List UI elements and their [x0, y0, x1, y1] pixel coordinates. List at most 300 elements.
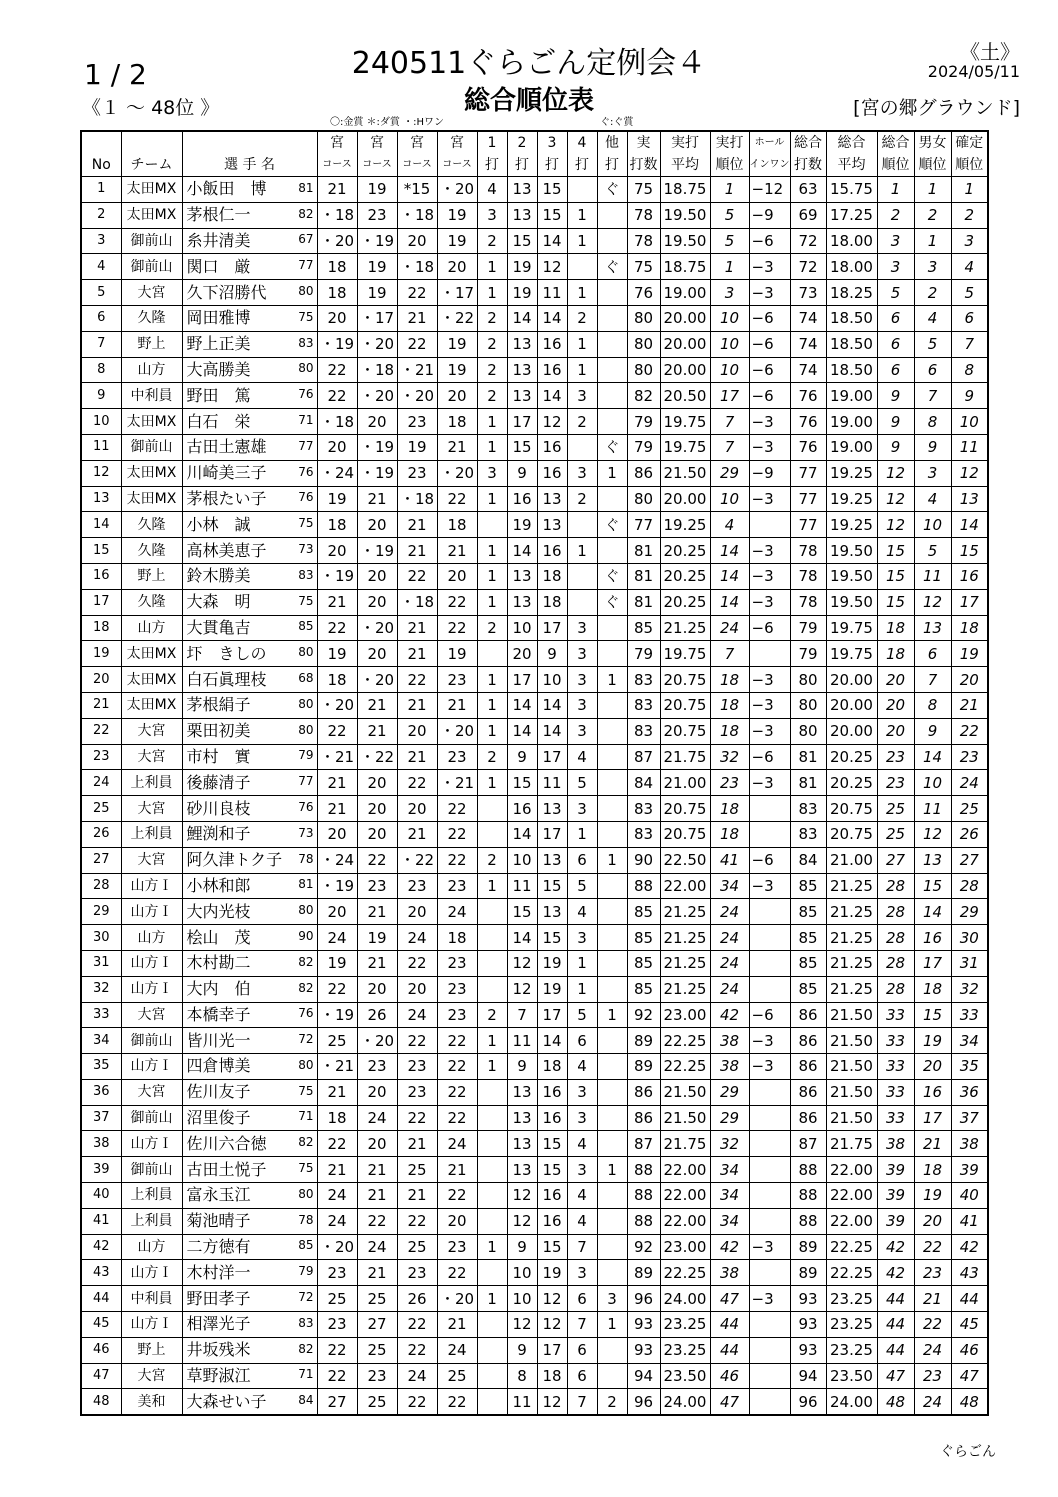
other-stroke-count: [597, 331, 627, 357]
actual-strokes: 96: [627, 1389, 660, 1415]
column-header: 順位: [914, 154, 951, 177]
final-rank: 23: [951, 744, 988, 770]
table-row: [81, 744, 988, 770]
course-1-score: 21: [317, 770, 357, 796]
player-name: 高林美恵子: [186, 540, 267, 560]
actual-average: 21.00: [660, 770, 710, 796]
one-stroke-count: [477, 512, 507, 538]
course-4-score: 22: [437, 1105, 477, 1131]
table-row: [81, 1105, 988, 1131]
total-strokes: 93: [790, 1337, 826, 1363]
player-age: 82: [298, 1341, 314, 1356]
actual-rank: 38: [710, 1028, 749, 1054]
course-2-score: 24: [357, 1105, 397, 1131]
actual-strokes: 79: [627, 434, 660, 460]
one-stroke-count: [477, 796, 507, 822]
table-row: [81, 1312, 988, 1338]
final-rank: 48: [951, 1389, 988, 1415]
actual-average: 22.25: [660, 1260, 710, 1286]
total-rank: 25: [877, 821, 914, 847]
actual-rank: 29: [710, 460, 749, 486]
four-stroke-count: 5: [567, 770, 597, 796]
course-1-score: ・19: [317, 331, 357, 357]
player-cell: [182, 254, 317, 280]
actual-average: 22.25: [660, 1028, 710, 1054]
column-header: チーム: [121, 154, 182, 177]
total-strokes: 86: [790, 1054, 826, 1080]
total-rank: 15: [877, 589, 914, 615]
one-stroke-count: 1: [477, 1054, 507, 1080]
gender-rank: 4: [914, 486, 951, 512]
course-4-score: 22: [437, 615, 477, 641]
gender-rank: 7: [914, 667, 951, 693]
rank-no: 22: [81, 718, 121, 744]
one-stroke-count: 1: [477, 667, 507, 693]
four-stroke-count: [567, 589, 597, 615]
table-row: [81, 486, 988, 512]
four-stroke-count: 6: [567, 1286, 597, 1312]
player-age: 81: [298, 180, 314, 195]
course-2-score: 20: [357, 589, 397, 615]
actual-average: 20.75: [660, 718, 710, 744]
player-name: 小飯田 博: [186, 179, 267, 199]
total-average: 19.50: [826, 538, 877, 564]
hole-in-one-bonus: [749, 796, 790, 822]
course-4-score: 22: [437, 486, 477, 512]
other-stroke-count: ぐ: [597, 434, 627, 460]
three-stroke-count: 18: [537, 1363, 567, 1389]
player-cell: [182, 357, 317, 383]
course-1-score: ・24: [317, 847, 357, 873]
four-stroke-count: 1: [567, 538, 597, 564]
one-stroke-count: 3: [477, 202, 507, 228]
other-stroke-count: [597, 692, 627, 718]
gender-rank: 7: [914, 383, 951, 409]
actual-rank: 10: [710, 357, 749, 383]
rank-no: 45: [81, 1312, 121, 1338]
team-name: 御前山: [121, 1157, 182, 1183]
team-name: 山方Ｉ: [121, 950, 182, 976]
rank-no: 7: [81, 331, 121, 357]
player-age: 80: [298, 283, 314, 298]
player-cell: [182, 589, 317, 615]
course-3-score: 21: [397, 744, 437, 770]
rank-no: 6: [81, 305, 121, 331]
three-stroke-count: 16: [537, 460, 567, 486]
course-3-score: 22: [397, 667, 437, 693]
player-cell: [182, 1028, 317, 1054]
column-header: 平均: [826, 154, 877, 177]
course-1-score: 27: [317, 1389, 357, 1415]
player-cell: [182, 331, 317, 357]
other-stroke-count: 1: [597, 667, 627, 693]
column-header: 打: [537, 154, 567, 177]
gender-rank: 9: [914, 718, 951, 744]
course-4-score: 22: [437, 1079, 477, 1105]
actual-strokes: 87: [627, 1131, 660, 1157]
player-name: 富永玉江: [186, 1185, 251, 1205]
total-strokes: 88: [790, 1208, 826, 1234]
three-stroke-count: 17: [537, 744, 567, 770]
actual-rank: 17: [710, 383, 749, 409]
player-name: 佐川友子: [186, 1082, 251, 1102]
gender-rank: 11: [914, 796, 951, 822]
team-name: 大宮: [121, 280, 182, 306]
player-cell: [182, 899, 317, 925]
final-rank: 2: [951, 202, 988, 228]
player-name: 後藤清子: [186, 772, 251, 792]
player-age: 82: [298, 980, 314, 995]
course-1-score: 21: [317, 177, 357, 203]
total-strokes: 77: [790, 512, 826, 538]
hole-in-one-bonus: [749, 925, 790, 951]
course-2-score: ・20: [357, 383, 397, 409]
rank-no: 29: [81, 899, 121, 925]
three-stroke-count: 13: [537, 847, 567, 873]
course-4-score: 20: [437, 563, 477, 589]
player-age: 83: [298, 567, 314, 582]
other-stroke-count: [597, 357, 627, 383]
player-age: 84: [298, 1393, 314, 1408]
total-strokes: 77: [790, 486, 826, 512]
actual-rank: 29: [710, 1079, 749, 1105]
column-header: コース: [397, 154, 437, 177]
three-stroke-count: 15: [537, 177, 567, 203]
course-4-score: 21: [437, 538, 477, 564]
course-3-score: 20: [397, 228, 437, 254]
final-rank: 19: [951, 641, 988, 667]
four-stroke-count: 5: [567, 873, 597, 899]
hole-in-one-bonus: −6: [749, 615, 790, 641]
actual-rank: 34: [710, 1183, 749, 1209]
one-stroke-count: [477, 1337, 507, 1363]
rank-no: 11: [81, 434, 121, 460]
actual-average: 21.75: [660, 1131, 710, 1157]
other-stroke-count: ぐ: [597, 512, 627, 538]
total-rank: 33: [877, 1028, 914, 1054]
hole-in-one-bonus: [749, 641, 790, 667]
table-row: [81, 1286, 988, 1312]
one-stroke-count: [477, 641, 507, 667]
gender-rank: 6: [914, 357, 951, 383]
course-4-score: 22: [437, 589, 477, 615]
player-age: 77: [298, 438, 314, 453]
course-2-score: 23: [357, 202, 397, 228]
course-2-score: ・19: [357, 434, 397, 460]
hole-in-one-bonus: −3: [749, 692, 790, 718]
player-cell: [182, 615, 317, 641]
actual-average: 22.00: [660, 1208, 710, 1234]
hole-in-one-bonus: −3: [749, 718, 790, 744]
player-name: 茅根仁一: [186, 205, 251, 225]
total-rank: 47: [877, 1363, 914, 1389]
other-stroke-count: [597, 796, 627, 822]
hole-in-one-bonus: [749, 1079, 790, 1105]
player-age: 76: [298, 799, 314, 814]
table-row: [81, 280, 988, 306]
actual-strokes: 79: [627, 641, 660, 667]
total-rank: 12: [877, 486, 914, 512]
four-stroke-count: 6: [567, 1337, 597, 1363]
one-stroke-count: [477, 1208, 507, 1234]
three-stroke-count: 14: [537, 1028, 567, 1054]
player-cell: [182, 280, 317, 306]
course-1-score: ・20: [317, 692, 357, 718]
actual-average: 21.50: [660, 460, 710, 486]
rank-no: 46: [81, 1337, 121, 1363]
team-name: 山方: [121, 357, 182, 383]
player-age: 80: [298, 1057, 314, 1072]
course-4-score: 24: [437, 1337, 477, 1363]
actual-average: 19.50: [660, 202, 710, 228]
table-row: [81, 873, 988, 899]
course-4-score: 18: [437, 409, 477, 435]
four-stroke-count: 5: [567, 1002, 597, 1028]
final-rank: 15: [951, 538, 988, 564]
course-1-score: 20: [317, 821, 357, 847]
ranking-table: [80, 130, 989, 1416]
course-1-score: 23: [317, 1312, 357, 1338]
three-stroke-count: 17: [537, 1337, 567, 1363]
gender-rank: 21: [914, 1286, 951, 1312]
total-rank: 28: [877, 873, 914, 899]
total-average: 21.50: [826, 1079, 877, 1105]
three-stroke-count: 16: [537, 1183, 567, 1209]
table-row: [81, 1208, 988, 1234]
actual-strokes: 83: [627, 667, 660, 693]
two-stroke-count: 10: [507, 1286, 537, 1312]
column-header: 宮: [397, 131, 437, 154]
two-stroke-count: 14: [507, 305, 537, 331]
four-stroke-count: 6: [567, 847, 597, 873]
table-row: [81, 847, 988, 873]
final-rank: 40: [951, 1183, 988, 1209]
team-name: 山方Ｉ: [121, 899, 182, 925]
player-cell: [182, 692, 317, 718]
gender-rank: 16: [914, 1079, 951, 1105]
actual-average: 20.75: [660, 821, 710, 847]
two-stroke-count: 15: [507, 434, 537, 460]
actual-rank: 42: [710, 1002, 749, 1028]
two-stroke-count: 13: [507, 563, 537, 589]
three-stroke-count: 14: [537, 692, 567, 718]
player-name: 古田土悦子: [186, 1159, 267, 1179]
rank-no: 2: [81, 202, 121, 228]
actual-strokes: 94: [627, 1363, 660, 1389]
total-strokes: 76: [790, 434, 826, 460]
table-row: [81, 409, 988, 435]
total-average: 20.25: [826, 770, 877, 796]
actual-strokes: 81: [627, 538, 660, 564]
table-row: [81, 1131, 988, 1157]
other-stroke-count: [597, 744, 627, 770]
course-1-score: ・19: [317, 1002, 357, 1028]
course-4-score: 19: [437, 331, 477, 357]
one-stroke-count: 1: [477, 538, 507, 564]
prize-legend-gu: ぐ:ぐ賞: [600, 117, 634, 128]
four-stroke-count: 3: [567, 383, 597, 409]
footer-signature: ぐらごん: [940, 1444, 996, 1460]
actual-average: 22.00: [660, 1183, 710, 1209]
actual-average: 21.25: [660, 899, 710, 925]
course-3-score: 21: [397, 1131, 437, 1157]
header-row-2: [81, 154, 988, 177]
four-stroke-count: [567, 563, 597, 589]
total-rank: 33: [877, 1105, 914, 1131]
team-name: 上利員: [121, 1208, 182, 1234]
player-age: 72: [298, 1290, 314, 1305]
one-stroke-count: 1: [477, 486, 507, 512]
course-3-score: ・22: [397, 847, 437, 873]
total-strokes: 76: [790, 409, 826, 435]
actual-rank: 42: [710, 1234, 749, 1260]
total-rank: 28: [877, 925, 914, 951]
total-strokes: 78: [790, 589, 826, 615]
final-rank: 9: [951, 383, 988, 409]
total-strokes: 69: [790, 202, 826, 228]
other-stroke-count: [597, 383, 627, 409]
final-rank: 4: [951, 254, 988, 280]
one-stroke-count: 2: [477, 615, 507, 641]
three-stroke-count: 12: [537, 1286, 567, 1312]
hole-in-one-bonus: −6: [749, 305, 790, 331]
total-strokes: 72: [790, 228, 826, 254]
two-stroke-count: 16: [507, 796, 537, 822]
total-average: 18.00: [826, 228, 877, 254]
course-1-score: 20: [317, 305, 357, 331]
two-stroke-count: 15: [507, 770, 537, 796]
table-row: [81, 1183, 988, 1209]
actual-strokes: 75: [627, 254, 660, 280]
player-cell: [182, 1131, 317, 1157]
player-name: 白石 栄: [186, 411, 251, 431]
gender-rank: 23: [914, 1363, 951, 1389]
actual-average: 19.00: [660, 280, 710, 306]
two-stroke-count: 12: [507, 1208, 537, 1234]
four-stroke-count: 3: [567, 1105, 597, 1131]
player-age: 80: [298, 696, 314, 711]
course-3-score: 21: [397, 512, 437, 538]
four-stroke-count: 6: [567, 1363, 597, 1389]
rank-no: 12: [81, 460, 121, 486]
course-1-score: 22: [317, 1337, 357, 1363]
three-stroke-count: 19: [537, 976, 567, 1002]
table-row: [81, 383, 988, 409]
total-strokes: 85: [790, 950, 826, 976]
actual-rank: 47: [710, 1286, 749, 1312]
team-name: 中利員: [121, 1286, 182, 1312]
gender-rank: 9: [914, 434, 951, 460]
two-stroke-count: 14: [507, 538, 537, 564]
two-stroke-count: 9: [507, 744, 537, 770]
total-average: 18.50: [826, 305, 877, 331]
course-1-score: ・18: [317, 202, 357, 228]
actual-rank: 24: [710, 615, 749, 641]
table-row: [81, 1054, 988, 1080]
player-name: 野田孝子: [186, 1288, 251, 1308]
player-age: 78: [298, 1212, 314, 1227]
hole-in-one-bonus: −3: [749, 486, 790, 512]
course-4-score: 23: [437, 976, 477, 1002]
other-stroke-count: [597, 280, 627, 306]
rank-no: 25: [81, 796, 121, 822]
player-age: 79: [298, 1264, 314, 1279]
actual-average: 19.75: [660, 434, 710, 460]
course-4-score: 23: [437, 873, 477, 899]
three-stroke-count: 12: [537, 254, 567, 280]
table-row: [81, 976, 988, 1002]
player-name: 木村洋一: [186, 1262, 251, 1282]
rank-no: 9: [81, 383, 121, 409]
team-name: 太田MX: [121, 692, 182, 718]
other-stroke-count: 1: [597, 460, 627, 486]
other-stroke-count: [597, 486, 627, 512]
gender-rank: 19: [914, 1183, 951, 1209]
player-name: 糸井清美: [186, 230, 251, 250]
actual-rank: 38: [710, 1054, 749, 1080]
gender-rank: 15: [914, 873, 951, 899]
total-rank: 1: [877, 177, 914, 203]
gender-rank: 17: [914, 950, 951, 976]
player-cell: [182, 641, 317, 667]
course-3-score: 22: [397, 770, 437, 796]
player-cell: [182, 667, 317, 693]
hole-in-one-bonus: −6: [749, 357, 790, 383]
player-name: 砂川良枝: [186, 798, 251, 818]
actual-average: 22.00: [660, 1157, 710, 1183]
course-3-score: 22: [397, 950, 437, 976]
course-2-score: 23: [357, 873, 397, 899]
rank-no: 28: [81, 873, 121, 899]
hole-in-one-bonus: [749, 1157, 790, 1183]
actual-strokes: 77: [627, 512, 660, 538]
actual-average: 19.75: [660, 641, 710, 667]
total-average: 18.25: [826, 280, 877, 306]
other-stroke-count: ぐ: [597, 589, 627, 615]
total-strokes: 83: [790, 821, 826, 847]
hole-in-one-bonus: −3: [749, 1028, 790, 1054]
total-rank: 28: [877, 950, 914, 976]
one-stroke-count: [477, 1363, 507, 1389]
gender-rank: 14: [914, 899, 951, 925]
gender-rank: 12: [914, 821, 951, 847]
team-name: 大宮: [121, 1363, 182, 1389]
course-1-score: 18: [317, 512, 357, 538]
course-3-score: 19: [397, 434, 437, 460]
actual-average: 20.00: [660, 486, 710, 512]
team-name: 上利員: [121, 821, 182, 847]
gender-rank: 4: [914, 305, 951, 331]
team-name: 御前山: [121, 254, 182, 280]
player-age: 82: [298, 954, 314, 969]
actual-average: 24.00: [660, 1286, 710, 1312]
player-name: 桧山 茂: [186, 927, 251, 947]
team-name: 久隆: [121, 538, 182, 564]
actual-rank: 24: [710, 899, 749, 925]
total-average: 23.25: [826, 1337, 877, 1363]
team-name: 山方Ｉ: [121, 1131, 182, 1157]
gender-rank: 17: [914, 1105, 951, 1131]
rank-no: 19: [81, 641, 121, 667]
column-header: [182, 131, 317, 154]
actual-average: 22.00: [660, 873, 710, 899]
team-name: 久隆: [121, 512, 182, 538]
two-stroke-count: 13: [507, 331, 537, 357]
course-1-score: 19: [317, 641, 357, 667]
total-rank: 42: [877, 1260, 914, 1286]
course-2-score: ・19: [357, 538, 397, 564]
other-stroke-count: ぐ: [597, 177, 627, 203]
